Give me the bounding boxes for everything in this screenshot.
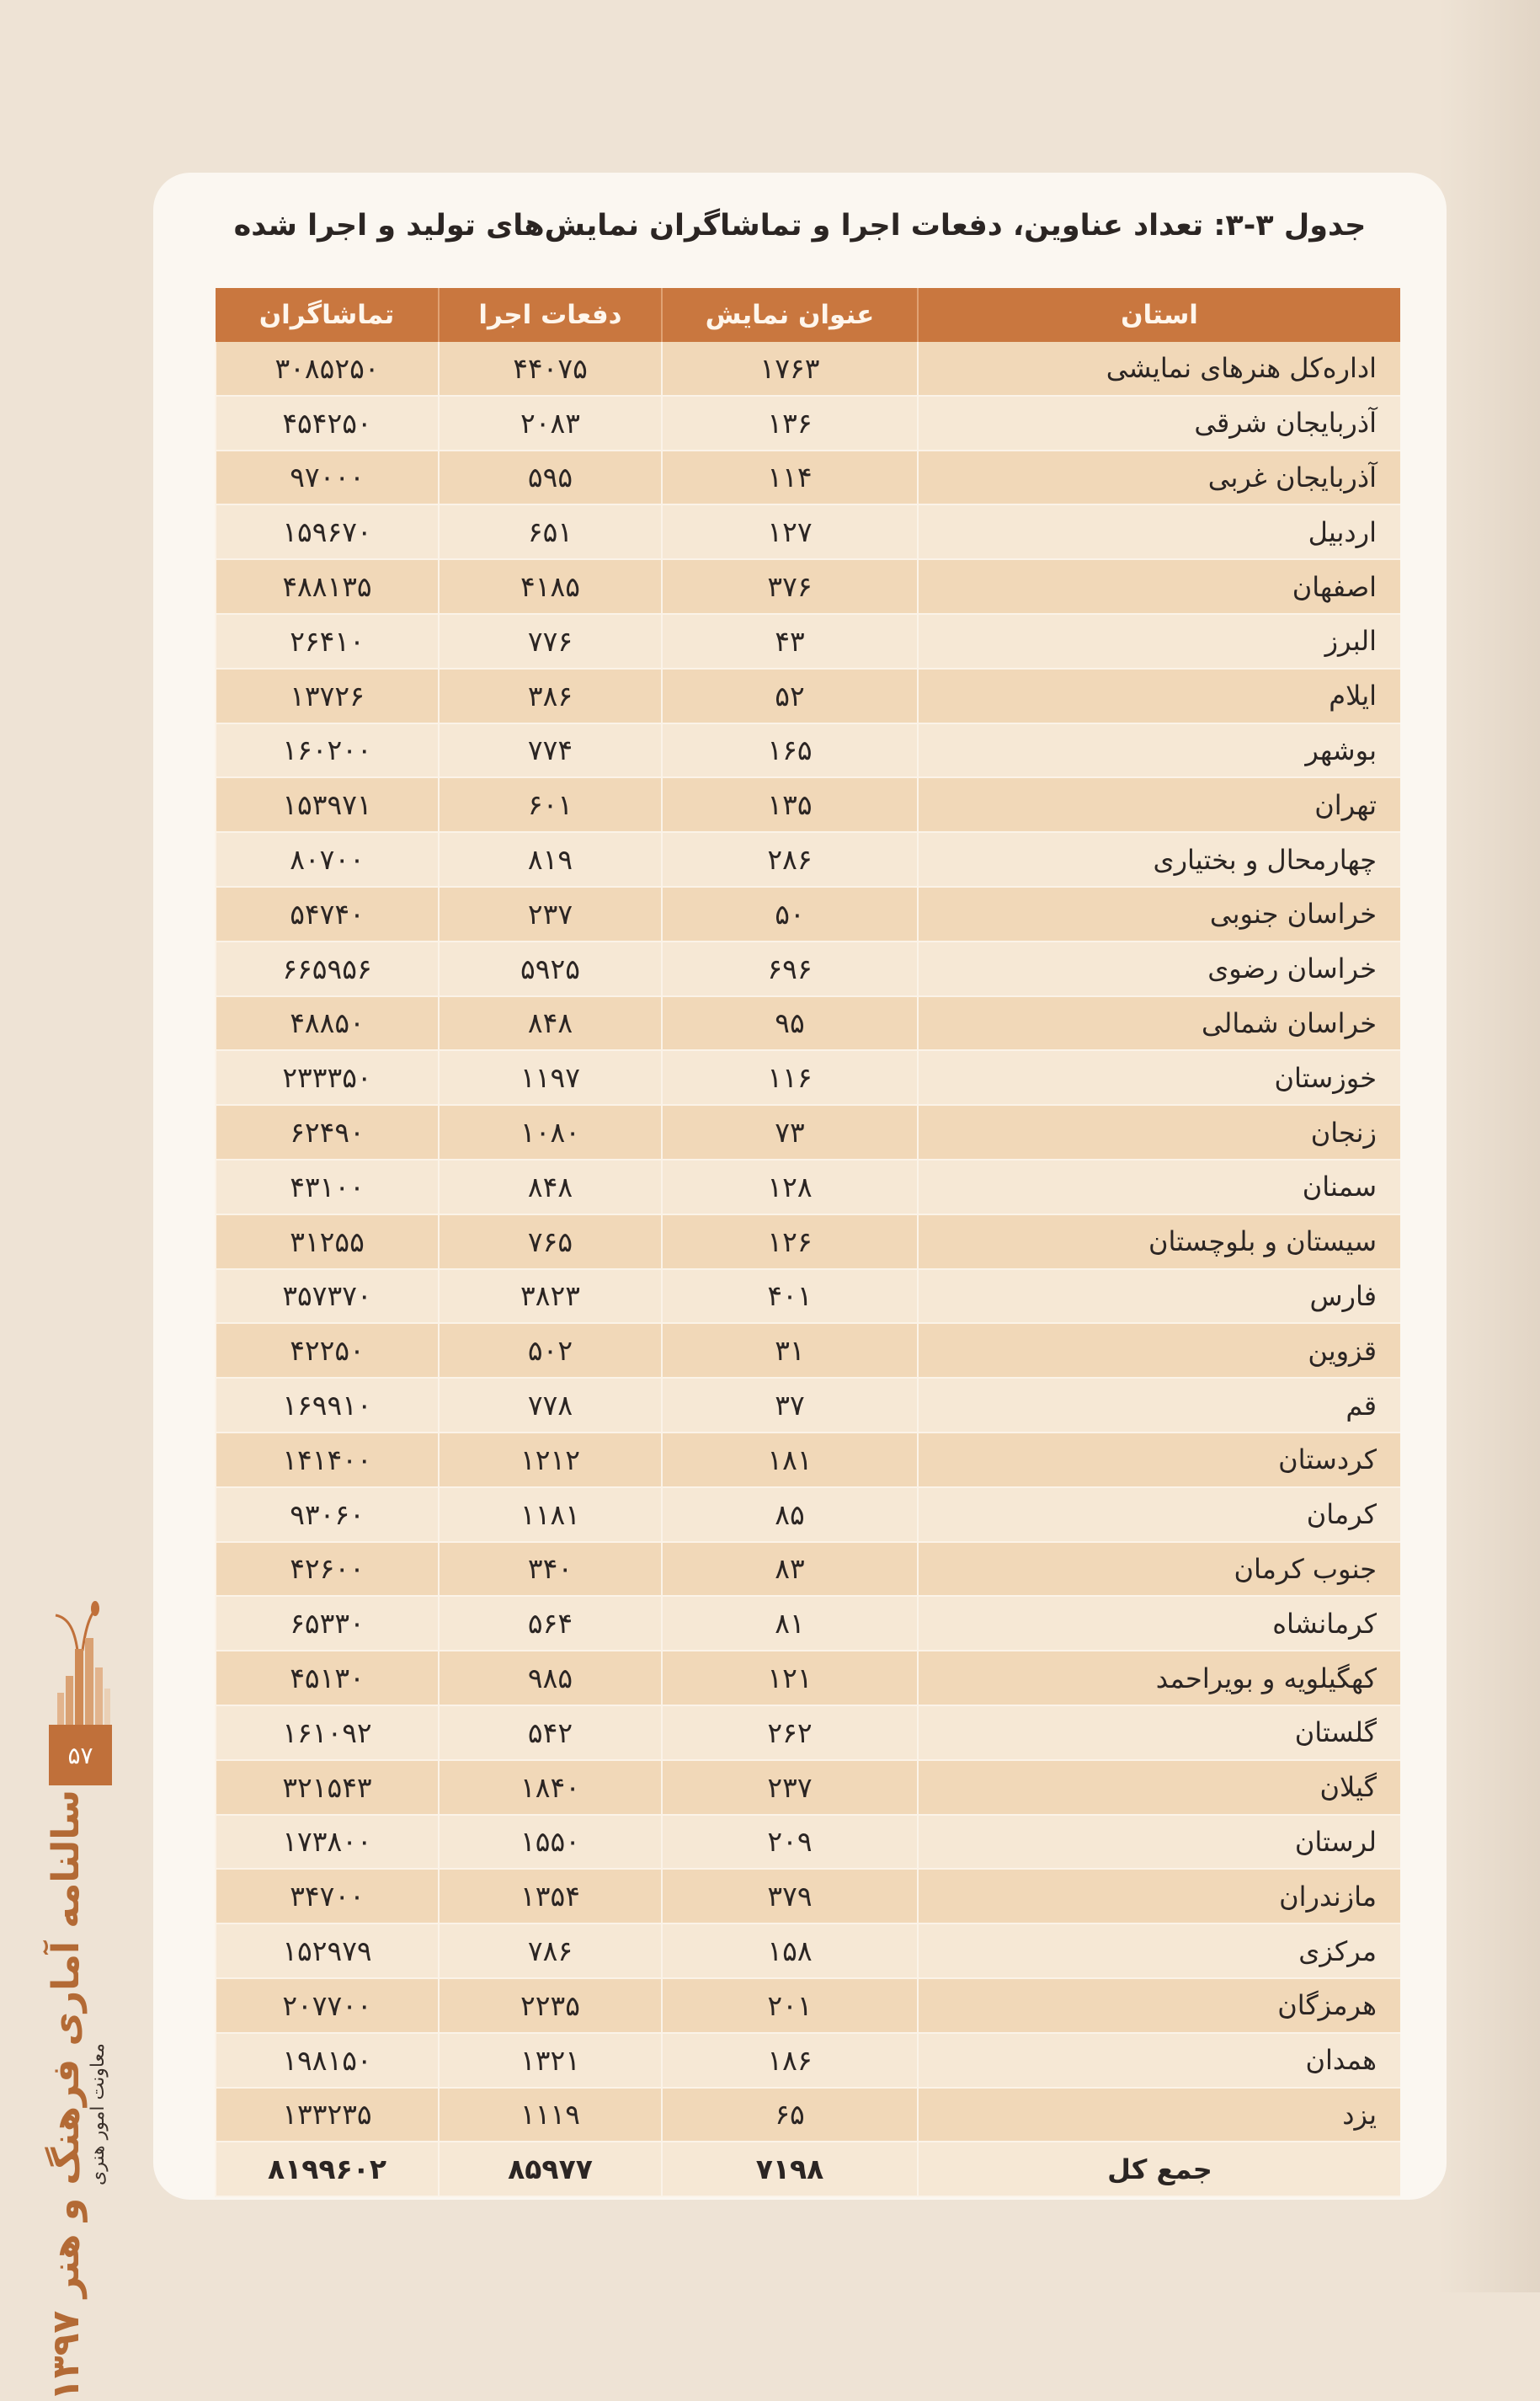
table-row [216,887,1400,942]
cell-performances: ۱۱۹۷ [439,1050,662,1105]
cell-performances: ۲۲۳۵ [439,1978,662,2033]
cell-titles: ۳۱ [662,1323,918,1378]
cell-performances: ۷۸۶ [439,1923,662,1978]
table-row [216,942,1400,996]
table-row [216,1869,1400,1923]
cell-titles: ۱۳۶ [662,396,918,451]
cell-titles: ۲۰۱ [662,1978,918,2033]
cell-audience: ۲۰۷۷۰۰ [216,1978,439,2033]
table-row [216,777,1400,832]
table-row [216,1815,1400,1870]
cell-province: قزوین [918,1323,1400,1378]
table-row [216,1160,1400,1214]
cell-audience: ۴۵۱۳۰ [216,1651,439,1705]
cell-performances: ۳۸۶ [439,669,662,723]
cell-titles: ۱۷۶۳ [662,342,918,396]
table-row [216,1433,1400,1487]
cell-audience: ۳۰۸۵۲۵۰ [216,342,439,396]
cell-province: جنوب کرمان [918,1542,1400,1597]
cell-audience: ۲۳۳۳۵۰ [216,1050,439,1105]
cell-audience: ۱۵۳۹۷۱ [216,777,439,832]
table-row [216,2088,1400,2142]
column-header-performances: دفعات اجرا [439,288,662,342]
cell-province: کردستان [918,1433,1400,1487]
page-number: ۵۷ [49,1725,112,1785]
cell-audience: ۴۸۸۱۳۵ [216,559,439,614]
table-title: جدول ۳-۳: تعداد عناوین، دفعات اجرا و تماشاگران نمایش‌های تولید و اجرا شده [233,209,1367,243]
table-row [216,832,1400,887]
cell-titles: ۶۵ [662,2088,918,2142]
cell-province: خراسان رضوی [918,942,1400,996]
cell-performances: ۲۰۸۳ [439,396,662,451]
cell-province: زنجان [918,1105,1400,1160]
table-row [216,669,1400,723]
cell-titles: ۲۰۹ [662,1815,918,1870]
cell-performances: ۱۸۴۰ [439,1760,662,1815]
cell-titles: ۱۱۶ [662,1050,918,1105]
table-row [216,1378,1400,1433]
cell-performances: ۱۲۱۲ [439,1433,662,1487]
cell-titles: ۱۱۴ [662,451,918,505]
table-row [216,1596,1400,1651]
cell-province: سمنان [918,1160,1400,1214]
page-shadow [1439,0,1540,2292]
cell-audience: ۱۳۷۲۶ [216,669,439,723]
cell-audience: ۴۲۶۰۰ [216,1542,439,1597]
table-row [216,396,1400,451]
cell-performances: ۵۰۲ [439,1323,662,1378]
table-row [216,2033,1400,2088]
table-row [216,1323,1400,1378]
cell-titles: ۱۵۸ [662,1923,918,1978]
cell-audience: ۱۹۸۱۵۰ [216,2033,439,2088]
cell-performances: ۵۴۲ [439,1705,662,1760]
cell-titles: ۱۸۶ [662,2033,918,2088]
cell-audience: ۳۲۱۵۴۳ [216,1760,439,1815]
cell-performances: ۱۳۵۴ [439,1869,662,1923]
cell-audience: ۱۵۲۹۷۹ [216,1923,439,1978]
table-row [216,723,1400,778]
cell-audience: ۶۵۳۳۰ [216,1596,439,1651]
cell-province: آذربایجان غربی [918,451,1400,505]
cell-audience: ۱۶۹۹۱۰ [216,1378,439,1433]
table-row [216,614,1400,669]
cell-titles: ۷۳ [662,1105,918,1160]
cell-titles: ۱۲۷ [662,504,918,559]
cell-province: گلستان [918,1705,1400,1760]
cell-audience: ۹۳۰۶۰ [216,1487,439,1542]
column-header-audience: تماشاگران [216,288,439,342]
cell-performances: ۸۴۸ [439,996,662,1051]
cell-audience: ۱۷۳۸۰۰ [216,1815,439,1870]
cell-province: چهارمحال و بختیاری [918,832,1400,887]
cell-audience: ۴۵۴۲۵۰ [216,396,439,451]
cell-province: اردبیل [918,504,1400,559]
cell-audience: ۱۳۳۲۳۵ [216,2088,439,2142]
cell-province: بوشهر [918,723,1400,778]
cell-performances: ۴۱۸۵ [439,559,662,614]
table-row [216,1760,1400,1815]
table-header-row [216,288,1400,342]
cell-province: کرمانشاه [918,1596,1400,1651]
cell-titles: ۱۶۵ [662,723,918,778]
cell-audience: ۲۶۴۱۰ [216,614,439,669]
cell-province: گیلان [918,1760,1400,1815]
table-row [216,1651,1400,1705]
cell-titles: ۲۳۷ [662,1760,918,1815]
cell-performances: ۹۸۵ [439,1651,662,1705]
cell-performances: ۷۷۴ [439,723,662,778]
cell-province: اصفهان [918,559,1400,614]
table-row [216,451,1400,505]
cell-performances: ۶۵۱ [439,504,662,559]
cell-province: همدان [918,2033,1400,2088]
statistics-table [215,288,1400,2197]
cell-performances: ۱۵۵۰ [439,1815,662,1870]
total-row [216,2142,1400,2196]
cell-province: آذربایجان شرقی [918,396,1400,451]
table-row [216,1487,1400,1542]
cell-performances: ۶۰۱ [439,777,662,832]
cell-performances: ۳۴۰ [439,1542,662,1597]
cell-performances: ۴۴۰۷۵ [439,342,662,396]
cell-audience: ۳۴۷۰۰ [216,1869,439,1923]
cell-province: خوزستان [918,1050,1400,1105]
cell-province: خراسان جنوبی [918,887,1400,942]
cell-performances: ۱۰۸۰ [439,1105,662,1160]
cell-titles: ۵۰ [662,887,918,942]
cell-audience: ۹۷۰۰۰ [216,451,439,505]
cell-performances: ۷۷۸ [439,1378,662,1433]
cell-titles: ۳۷۹ [662,1869,918,1923]
cell-titles: ۹۵ [662,996,918,1051]
total-province: جمع کل [918,2142,1400,2196]
cell-audience: ۴۳۱۰۰ [216,1160,439,1214]
cell-audience: ۵۴۷۴۰ [216,887,439,942]
cell-performances: ۷۶۵ [439,1214,662,1269]
cell-audience: ۴۲۲۵۰ [216,1323,439,1378]
cell-province: یزد [918,2088,1400,2142]
book-title: سالنامه آماری فرهنگ و هنر ۱۳۹۷ [45,1790,88,2401]
cell-audience: ۱۵۹۶۷۰ [216,504,439,559]
table-row [216,559,1400,614]
cell-audience: ۶۶۵۹۵۶ [216,942,439,996]
cell-audience: ۸۰۷۰۰ [216,832,439,887]
column-header-titles: عنوان نمایش [662,288,918,342]
cell-province: خراسان شمالی [918,996,1400,1051]
cell-province: قم [918,1378,1400,1433]
cell-titles: ۱۲۶ [662,1214,918,1269]
cell-titles: ۸۱ [662,1596,918,1651]
cell-performances: ۱۱۱۹ [439,2088,662,2142]
cell-province: سیستان و بلوچستان [918,1214,1400,1269]
total-performances: ۸۵۹۷۷ [439,2142,662,2196]
cell-province: هرمزگان [918,1978,1400,2033]
cell-performances: ۵۹۲۵ [439,942,662,996]
cell-performances: ۳۸۲۳ [439,1269,662,1324]
cell-province: فارس [918,1269,1400,1324]
cell-performances: ۱۱۸۱ [439,1487,662,1542]
table-row [216,1105,1400,1160]
cell-titles: ۱۲۸ [662,1160,918,1214]
cell-province: ایلام [918,669,1400,723]
book-title-vertical [45,1790,110,2401]
cell-performances: ۵۶۴ [439,1596,662,1651]
table-row [216,1978,1400,2033]
cell-province: لرستان [918,1815,1400,1870]
cell-titles: ۲۶۲ [662,1705,918,1760]
cell-performances: ۷۷۶ [439,614,662,669]
cell-audience: ۳۱۲۵۵ [216,1214,439,1269]
column-header-province: استان [918,288,1400,342]
cell-titles: ۸۳ [662,1542,918,1597]
table-row [216,1050,1400,1105]
cell-titles: ۸۵ [662,1487,918,1542]
cell-titles: ۱۳۵ [662,777,918,832]
table-row [216,1214,1400,1269]
table-row [216,342,1400,396]
cell-performances: ۱۳۲۱ [439,2033,662,2088]
cell-performances: ۸۴۸ [439,1160,662,1214]
cell-province: اداره‌کل هنرهای نمایشی [918,342,1400,396]
cell-audience: ۱۶۱۰۹۲ [216,1705,439,1760]
cell-titles: ۱۲۱ [662,1651,918,1705]
cell-titles: ۴۰۱ [662,1269,918,1324]
cell-province: مازندران [918,1869,1400,1923]
cell-titles: ۱۸۱ [662,1433,918,1487]
cell-titles: ۳۷۶ [662,559,918,614]
cell-audience: ۱۴۱۴۰۰ [216,1433,439,1487]
cell-performances: ۲۳۷ [439,887,662,942]
table-row [216,1705,1400,1760]
table-row [216,1269,1400,1324]
cell-audience: ۱۶۰۲۰۰ [216,723,439,778]
table-row [216,996,1400,1051]
cell-province: تهران [918,777,1400,832]
table-row [216,1542,1400,1597]
cell-titles: ۶۹۶ [662,942,918,996]
total-audience: ۸۱۹۹۶۰۲ [216,2142,439,2196]
book-subtitle: معاونت امور هنری [88,2043,109,2185]
cell-audience: ۳۵۷۳۷۰ [216,1269,439,1324]
cell-performances: ۵۹۵ [439,451,662,505]
cell-titles: ۳۷ [662,1378,918,1433]
table-row [216,1923,1400,1978]
cell-titles: ۴۳ [662,614,918,669]
cell-audience: ۴۸۸۵۰ [216,996,439,1051]
cell-province: کهگیلویه و بویراحمد [918,1651,1400,1705]
cell-province: کرمان [918,1487,1400,1542]
cell-performances: ۸۱۹ [439,832,662,887]
cell-titles: ۲۸۶ [662,832,918,887]
cell-province: البرز [918,614,1400,669]
table-row [216,504,1400,559]
cell-audience: ۶۲۴۹۰ [216,1105,439,1160]
total-titles: ۷۱۹۸ [662,2142,918,2196]
cell-titles: ۵۲ [662,669,918,723]
cell-province: مرکزی [918,1923,1400,1978]
